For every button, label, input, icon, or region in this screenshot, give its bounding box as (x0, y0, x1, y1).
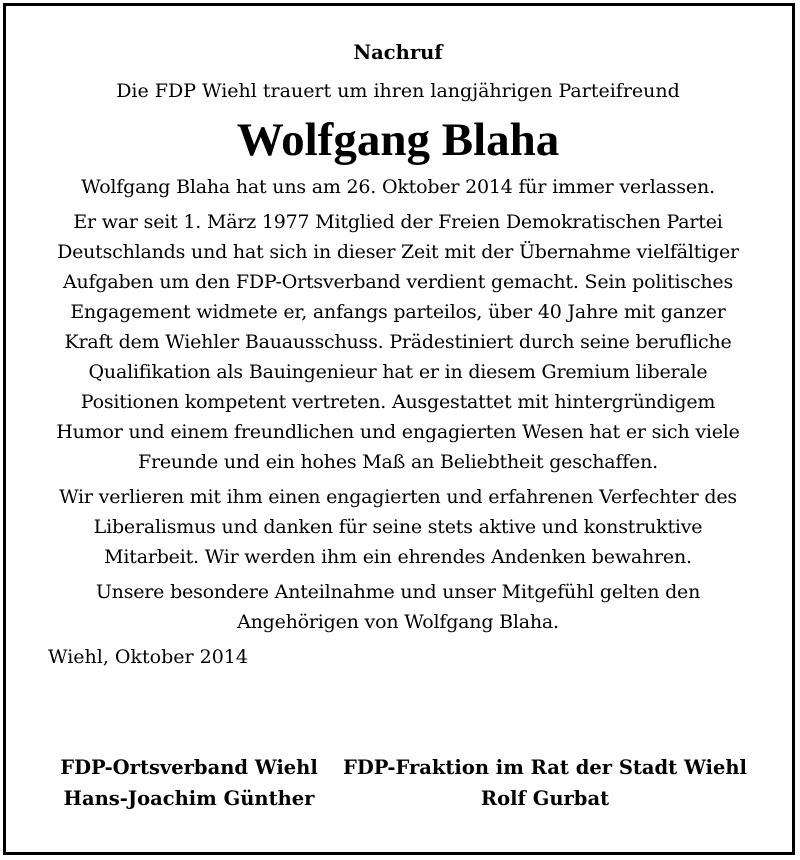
text-line: Freunde und ein hohes Maß an Beliebtheit geschaffen. (138, 451, 658, 473)
paragraph-biography (48, 207, 748, 477)
text-line: Unsere besondere Anteilnahme und unser Mitgefühl gelten den (95, 581, 701, 603)
intro-line: Die FDP Wiehl trauert um ihren langjährigen Parteifreund (116, 80, 680, 102)
text-line: Wir verlieren mit ihm einen engagierten und erfahrenen Verfechter des (59, 486, 737, 508)
text-line: Engagement widmete er, anfangs parteilos, über 40 Jahre mit ganzer (70, 301, 726, 323)
text-line: Er war seit 1. März 1977 Mitglied der Freien Demokratischen Partei (73, 211, 723, 233)
signature-org: FDP-Fraktion im Rat der Stadt Wiehl (343, 756, 747, 779)
lead-sentence (48, 172, 748, 202)
text-line: Angehörigen von Wolfgang Blaha. (237, 611, 559, 633)
text-line: Deutschlands und hat sich in dieser Zeit mit der Übernahme vielfältiger (57, 241, 739, 263)
text-line: Aufgaben um den FDP-Ortsverband verdient gemacht. Sein politisches (62, 271, 734, 293)
place-date: Wiehl, Oktober 2014 (48, 646, 248, 668)
signature-org: FDP-Ortsverband Wiehl (60, 756, 318, 779)
paragraph-condolence (48, 577, 748, 637)
text-line: Wolfgang Blaha hat uns am 26. Oktober 2014 für immer verlassen. (81, 176, 715, 198)
signature-block (48, 752, 752, 822)
obituary-body (48, 40, 748, 672)
text-line: Positionen kompetent vertreten. Ausgestattet mit hintergründigem (80, 391, 716, 413)
signature-left (48, 752, 330, 814)
text-line: Mitarbeit. Wir werden ihm ein ehrendes Andenken bewahren. (104, 546, 692, 568)
text-line: Kraft dem Wiehler Bauausschuss. Prädestiniert durch seine berufliche (64, 331, 732, 353)
notice-heading: Nachruf (353, 41, 443, 64)
text-line: Qualifikation als Bauingenieur hat er in diesem Gremium liberale (88, 361, 708, 383)
signature-right (338, 752, 752, 814)
signature-person: Rolf Gurbat (480, 787, 610, 810)
text-line: Humor und einem freundlichen und engagierten Wesen hat er sich viele (56, 421, 740, 443)
paragraph-tribute (48, 482, 748, 572)
deceased-name: Wolfgang Blaha (236, 114, 560, 166)
signature-person: Hans-Joachim Günther (63, 787, 315, 810)
text-line: Liberalismus und danken für seine stets aktive und konstruktive (93, 516, 703, 538)
